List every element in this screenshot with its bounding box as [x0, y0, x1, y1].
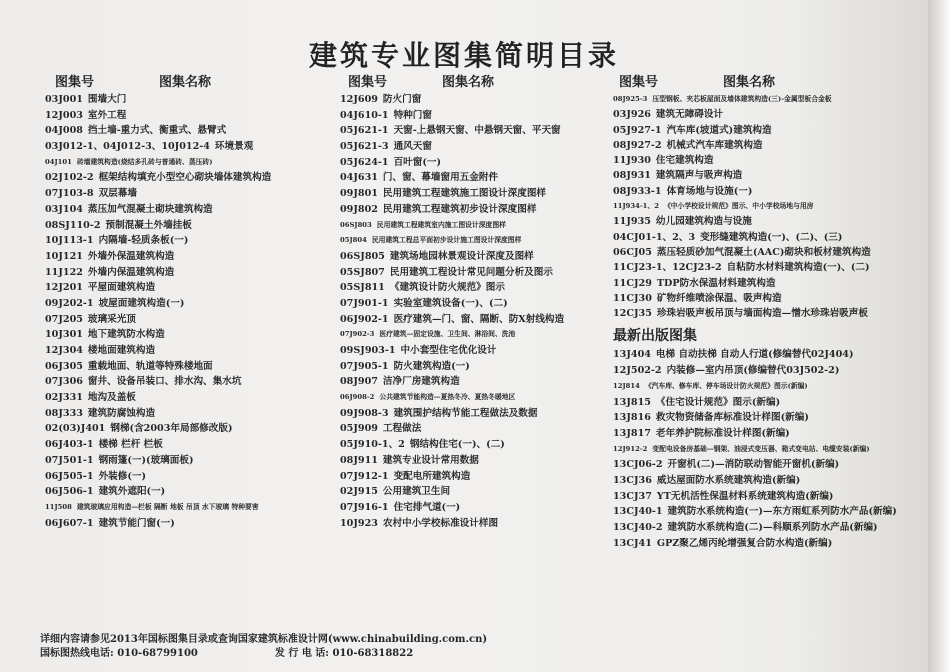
atlas-title: 《中小学校设计规范》图示、中小学校场地与用房	[663, 202, 814, 211]
atlas-code: 08J925-3	[613, 95, 648, 103]
atlas-title: 洁净厂房建筑构造	[382, 376, 460, 388]
atlas-entry	[340, 155, 625, 171]
atlas-title: 变配电设备房基础—钢架、油浸式变压器、箱式变电站、电缆安装(新编)	[652, 444, 870, 453]
atlas-code: 05J910-1、2	[340, 439, 405, 451]
column-2	[340, 74, 625, 531]
atlas-code: 09J908-3	[340, 407, 389, 419]
atlas-code: 02J331	[45, 392, 83, 404]
atlas-title: 坡屋面建筑构造(一)	[98, 297, 185, 309]
header-atlas-name: 图集名称	[723, 75, 776, 90]
atlas-entry	[45, 92, 335, 108]
atlas-code: 07J103-8	[45, 188, 94, 200]
atlas-code: 07J901-1	[340, 297, 389, 309]
atlas-code: 03J104	[45, 203, 83, 215]
atlas-title: 珍珠岩吸声板吊顶与墙面构造—憎水珍珠岩吸声板	[656, 308, 868, 320]
atlas-code: 12J912-2	[613, 444, 648, 453]
atlas-code: 11J508	[45, 502, 72, 511]
new-releases-list	[613, 347, 918, 551]
header-atlas-number: 图集号	[55, 75, 95, 90]
atlas-code: 10J301	[45, 329, 83, 341]
atlas-entry	[340, 437, 625, 453]
atlas-title: 窗井、设备吊装口、排水沟、集水坑	[87, 376, 242, 388]
atlas-title: 钢梯(含2003年局部修改版)	[110, 423, 233, 435]
atlas-entry	[340, 406, 625, 422]
atlas-entry	[45, 108, 335, 124]
atlas-entry	[340, 484, 625, 500]
atlas-title: 钢雨篷(一)(玻璃面板)	[98, 454, 194, 466]
header-atlas-number: 图集号	[619, 75, 659, 90]
atlas-title: 汽车库(坡道式)建筑构造	[666, 124, 772, 136]
hotline-label: 国标图热线电话:	[40, 648, 114, 659]
atlas-entry	[340, 469, 625, 485]
atlas-title: 挡土墙-重力式、衡重式、悬臂式	[87, 125, 227, 137]
atlas-code: 11J122	[45, 266, 83, 278]
atlas-title: 建筑防水系统构造(二)—科顺系列防水产品(新编)	[667, 522, 878, 534]
atlas-code: 05J804	[340, 236, 367, 245]
atlas-title: 民用建筑工程设计常见问题分析及图示	[389, 266, 553, 278]
atlas-title: 民用建筑工程建筑施工图设计深度图样	[382, 188, 547, 200]
atlas-title: 民用建筑工程建筑初步设计深度图样	[382, 203, 537, 215]
atlas-entry	[613, 363, 918, 379]
atlas-title: 建筑专业设计常用数据	[382, 454, 479, 466]
atlas-code: 07J205	[45, 313, 83, 325]
issue-label: 发 行 电 话:	[274, 648, 329, 659]
atlas-code: 09J202-1	[45, 297, 94, 309]
atlas-title: 压型钢板、夹芯板屋面及墙体建筑构造(三)-金属型板合金板	[652, 95, 832, 103]
atlas-entry	[613, 291, 918, 306]
atlas-entry	[340, 327, 625, 343]
atlas-title: 百叶窗(一)	[393, 156, 442, 168]
atlas-entry	[613, 276, 918, 291]
atlas-code: 11J935	[613, 216, 651, 228]
atlas-code: 07J905-1	[340, 360, 389, 372]
atlas-code: 12J304	[45, 345, 83, 356]
atlas-code: 13CJ40-2	[613, 522, 663, 534]
atlas-list	[45, 92, 335, 531]
atlas-entry	[613, 168, 918, 183]
atlas-title: 内装修—室内吊顶(修编替代03J502-2)	[666, 365, 840, 377]
atlas-code: 03J012-1、04J012-3、10J012-4	[45, 141, 210, 153]
atlas-title: 楼地面建筑构造	[87, 345, 156, 356]
atlas-entry	[613, 199, 918, 214]
atlas-code: 07J902-3	[340, 330, 375, 339]
atlas-code: 06J908-2	[340, 393, 375, 402]
atlas-code: 02J915	[340, 486, 378, 498]
atlas-code: 07J916-1	[340, 501, 389, 513]
atlas-title: 公用建筑卫生间	[382, 486, 451, 498]
atlas-entry	[45, 280, 335, 296]
atlas-title: 建筑无障碍设计	[655, 109, 724, 121]
atlas-entry	[45, 343, 335, 359]
atlas-code: 11J934-1、2	[613, 202, 659, 211]
atlas-code: 13CJ40-1	[613, 506, 663, 518]
atlas-title: 《建筑设计防火规范》图示	[389, 282, 505, 294]
atlas-entry	[613, 184, 918, 199]
atlas-entry	[613, 138, 918, 153]
atlas-entry	[45, 421, 335, 437]
atlas-code: 05J927-1	[613, 124, 662, 136]
atlas-title: 医疗建筑—固定设施、卫生间、淋浴间、洗池	[379, 330, 516, 339]
atlas-title: 地下建筑防水构造	[87, 329, 165, 341]
atlas-entry	[613, 230, 918, 245]
atlas-code: 08J333	[45, 407, 83, 419]
atlas-title: 建筑隔声与吸声构造	[655, 170, 743, 182]
issue-phone: 010-68318822	[332, 648, 414, 659]
atlas-title: 电梯 自动扶梯 自动人行道(修编替代02J404)	[655, 349, 854, 361]
header-atlas-name: 图集名称	[159, 75, 212, 90]
atlas-title: 蒸压轻质砂加气混凝土(AAC)砌块和板材建筑构造	[656, 246, 871, 258]
column-1	[45, 74, 335, 531]
atlas-entry	[45, 390, 335, 406]
atlas-code: 08SJ110-2	[45, 219, 101, 231]
atlas-title: 变形缝建筑构造(一)、(二)、(三)	[700, 231, 843, 243]
atlas-list	[613, 92, 918, 321]
atlas-entry	[340, 296, 625, 312]
atlas-entry	[45, 516, 335, 532]
atlas-code: 13CJ41	[613, 537, 652, 549]
atlas-code: 12J201	[45, 282, 83, 294]
atlas-list	[340, 92, 625, 531]
atlas-code: 07J912-1	[340, 470, 389, 482]
atlas-title: 建筑玻璃应用构造—栏板 隔断 地板 吊顶 水下玻璃 特种要害	[76, 502, 259, 511]
atlas-code: 13J817	[613, 427, 651, 439]
atlas-code: 12CJ35	[613, 308, 652, 320]
atlas-title: 民用建筑工程总平面初步设计施工图设计深度图样	[371, 236, 522, 245]
header-atlas-name: 图集名称	[442, 75, 495, 90]
atlas-entry	[613, 379, 918, 395]
atlas-code: 05SJ807	[340, 266, 385, 278]
atlas-entry	[340, 233, 625, 249]
header-atlas-number: 图集号	[348, 75, 388, 90]
atlas-title: 《住宅设计规范》图示(新编)	[655, 396, 781, 408]
atlas-title: 外墙内保温建筑构造	[87, 266, 175, 278]
atlas-entry	[340, 108, 625, 124]
atlas-entry	[613, 426, 918, 442]
atlas-entry	[613, 520, 918, 536]
atlas-title: 预制混凝土外墙挂板	[105, 219, 192, 231]
atlas-entry	[45, 170, 335, 186]
atlas-title: GPZ聚乙烯丙纶增强复合防水构造(新编)	[656, 537, 833, 549]
atlas-entry	[45, 437, 335, 453]
atlas-entry	[340, 186, 625, 202]
atlas-title: 矿物纤维喷涂保温、吸声构造	[656, 292, 782, 304]
atlas-code: 06SJ805	[340, 250, 385, 262]
atlas-title: 建筑防腐蚀构造	[87, 407, 156, 419]
atlas-entry	[340, 500, 625, 516]
atlas-title: 双层幕墙	[98, 188, 137, 200]
atlas-entry	[45, 359, 335, 375]
page-title: 建筑专业图集简明目录	[308, 39, 619, 72]
atlas-title: 老年养护院标准设计样图(新编)	[655, 427, 790, 439]
atlas-entry	[45, 374, 335, 390]
atlas-entry	[613, 442, 918, 458]
atlas-code: 06J505-1	[45, 470, 94, 482]
atlas-code: 13CJ06-2	[613, 459, 663, 471]
atlas-code: 11CJ30	[613, 292, 652, 304]
atlas-title: 防火建筑构造(一)	[393, 360, 470, 372]
atlas-title: 天窗-上悬钢天窗、中悬钢天窗、平天窗	[393, 125, 561, 137]
atlas-entry	[45, 312, 335, 328]
atlas-entry	[45, 265, 335, 281]
atlas-title: 《汽车库、修车库、停车场设计防火规范》图示(新编)	[644, 381, 808, 390]
atlas-title: 建筑场地园林景观设计深度及图样	[389, 250, 534, 262]
atlas-title: 平屋面建筑构造	[87, 282, 156, 294]
atlas-title: YT无机活性保温材料系统建筑构造(新编)	[656, 490, 834, 502]
atlas-entry	[45, 296, 335, 312]
atlas-code: 04J610-1	[340, 109, 389, 121]
atlas-code: 06CJ05	[613, 246, 652, 258]
atlas-title: 建筑外遮阳(一)	[98, 486, 166, 498]
atlas-code: 13J815	[613, 396, 651, 408]
atlas-title: TDP防水保温材料建筑构造	[656, 277, 776, 289]
atlas-title: 外墙外保温建筑构造	[87, 250, 175, 262]
atlas-code: 07J306	[45, 376, 83, 388]
footer-contacts	[40, 644, 413, 659]
atlas-code: 10J121	[45, 250, 83, 262]
atlas-title: 蒸压加气混凝土砌块建筑构造	[87, 203, 213, 215]
atlas-code: 04J631	[340, 172, 378, 184]
atlas-title: 开窗机(二)—消防联动智能开窗机(新编)	[667, 459, 840, 471]
atlas-title: 内隔墙-轻质条板(一)	[98, 235, 189, 247]
atlas-title: 工程做法	[382, 423, 422, 435]
atlas-entry	[45, 484, 335, 500]
atlas-entry	[340, 123, 625, 139]
atlas-entry	[613, 92, 918, 107]
atlas-code: 02J102-2	[45, 172, 94, 184]
atlas-code: 13J816	[613, 412, 651, 424]
atlas-code: 09SJ903-1	[340, 345, 396, 356]
column-header	[340, 74, 625, 92]
new-releases-heading: 最新出版图集	[613, 328, 697, 345]
atlas-entry	[340, 374, 625, 390]
atlas-entry	[340, 421, 625, 437]
atlas-title: 重载地面、轨道等特殊楼地面	[87, 360, 213, 372]
atlas-entry	[613, 153, 918, 168]
atlas-entry	[340, 343, 625, 359]
atlas-entry	[613, 504, 918, 520]
atlas-title: 特种门窗	[393, 109, 432, 121]
atlas-entry	[613, 245, 918, 260]
atlas-code: 11J930	[613, 155, 651, 167]
atlas-code: 02(03)J401	[45, 423, 106, 435]
atlas-code: 04CJ01-1、2、3	[613, 231, 696, 243]
atlas-entry	[45, 249, 335, 265]
atlas-code: 08J933-1	[613, 185, 662, 197]
atlas-title: 机械式汽车库建筑构造	[666, 139, 763, 151]
atlas-entry	[340, 92, 625, 108]
atlas-entry	[613, 214, 918, 229]
atlas-title: 医疗建筑—门、窗、隔断、防X射线构造	[393, 313, 565, 325]
page-edge-shadow	[928, 0, 950, 672]
atlas-entry	[45, 202, 335, 218]
atlas-title: 环境景观	[214, 141, 254, 153]
atlas-title: 民用建筑工程建筑室内施工图设计深度图样	[376, 220, 506, 229]
atlas-title: 中小套型住宅优化设计	[400, 345, 497, 356]
atlas-entry	[340, 280, 625, 296]
column-3	[613, 74, 918, 551]
atlas-entry	[613, 489, 918, 505]
atlas-code: 09J802	[340, 203, 378, 215]
atlas-entry	[45, 218, 335, 234]
atlas-entry	[45, 186, 335, 202]
atlas-code: 13CJ37	[613, 490, 652, 502]
atlas-title: 外装修(一)	[98, 470, 147, 482]
atlas-entry	[613, 410, 918, 426]
atlas-entry	[340, 139, 625, 155]
atlas-entry	[45, 123, 335, 139]
atlas-entry	[613, 457, 918, 473]
atlas-code: 11CJ23-1、12CJ23-2	[613, 262, 722, 274]
atlas-title: 住宅建筑构造	[655, 155, 714, 167]
atlas-entry	[45, 500, 335, 516]
atlas-code: 05J909	[340, 423, 378, 435]
atlas-entry	[340, 202, 625, 218]
atlas-code: 08J927-2	[613, 139, 662, 151]
atlas-entry	[340, 359, 625, 375]
atlas-code: 13CJ36	[613, 474, 652, 486]
atlas-entry	[45, 155, 335, 171]
atlas-title: 门、窗、幕墙窗用五金附件	[382, 172, 499, 184]
atlas-code: 04J101	[45, 157, 72, 166]
atlas-title: 通风天窗	[393, 141, 432, 153]
atlas-code: 05J621-3	[340, 141, 389, 153]
atlas-entry	[45, 453, 335, 469]
atlas-title: 实验室建筑设备(一)、(二)	[393, 297, 508, 309]
atlas-title: 住宅排气道(一)	[393, 501, 461, 513]
atlas-entry	[340, 265, 625, 281]
atlas-title: 钢结构住宅(一)、(二)	[409, 439, 505, 451]
atlas-title: 公共建筑节能构造—夏热冬冷、夏热冬暖地区	[379, 393, 516, 402]
atlas-code: 06J305	[45, 360, 83, 372]
atlas-code: 06SJ803	[340, 220, 372, 229]
atlas-code: 06J607-1	[45, 517, 94, 529]
footer-note: 详细内容请参见2013年国标图集目录或查询国家建筑标准设计网(www.chinabuilding.com.cn)	[40, 634, 488, 645]
atlas-entry	[45, 469, 335, 485]
atlas-entry	[340, 516, 625, 532]
atlas-entry	[340, 249, 625, 265]
atlas-code: 07J501-1	[45, 454, 94, 466]
atlas-entry	[45, 406, 335, 422]
atlas-code: 06J902-1	[340, 313, 389, 325]
atlas-entry	[45, 327, 335, 343]
atlas-entry	[613, 123, 918, 138]
atlas-entry	[45, 139, 335, 155]
atlas-title: 砖墙建筑构造(烧结多孔砖与普通砖、蒸压砖)	[76, 157, 213, 166]
atlas-code: 12J502-2	[613, 365, 662, 377]
atlas-title: 地沟及盖板	[87, 392, 136, 404]
atlas-code: 03J001	[45, 94, 83, 105]
atlas-code: 13J404	[613, 349, 651, 361]
atlas-code: 05J621-1	[340, 125, 389, 137]
atlas-code: 08J907	[340, 376, 378, 388]
atlas-title: 幼儿园建筑构造与设施	[655, 216, 752, 228]
atlas-entry	[613, 260, 918, 275]
atlas-code: 04J008	[45, 125, 83, 137]
atlas-code: 12J609	[340, 94, 378, 105]
atlas-title: 室外工程	[87, 109, 127, 121]
atlas-code: 05SJ811	[340, 282, 385, 294]
atlas-title: 围墙大门	[87, 94, 127, 105]
atlas-entry	[613, 536, 918, 552]
atlas-entry	[340, 312, 625, 328]
atlas-entry	[613, 306, 918, 321]
atlas-title: 建筑围护结构节能工程做法及数据	[393, 407, 538, 419]
atlas-entry	[613, 107, 918, 122]
atlas-entry	[340, 218, 625, 234]
atlas-code: 08J931	[613, 170, 651, 182]
atlas-code: 11CJ29	[613, 277, 652, 289]
atlas-code: 12J003	[45, 109, 83, 121]
atlas-entry	[613, 395, 918, 411]
atlas-code: 08J911	[340, 454, 378, 466]
atlas-title: 自粘防水材料建筑构造(一)、(二)	[726, 262, 870, 274]
atlas-entry	[340, 390, 625, 406]
atlas-title: 框架结构填充小型空心砌块墙体建筑构造	[98, 172, 272, 184]
atlas-code: 09J801	[340, 188, 378, 200]
atlas-code: 03J926	[613, 109, 651, 121]
atlas-entry	[613, 347, 918, 363]
atlas-entry	[45, 233, 335, 249]
atlas-title: 农村中小学校标准设计样图	[382, 517, 499, 529]
atlas-code: 06J506-1	[45, 486, 94, 498]
atlas-title: 体育场地与设施(一)	[666, 185, 753, 197]
atlas-title: 玻璃采光顶	[87, 313, 136, 325]
atlas-title: 威达屋面防水系统建筑构造(新编)	[656, 474, 801, 486]
hotline-number: 010-68799100	[117, 648, 198, 659]
atlas-code: 10J113-1	[45, 235, 94, 247]
atlas-code: 10J923	[340, 517, 378, 529]
atlas-code: 06J403-1	[45, 439, 94, 451]
column-header	[45, 74, 335, 92]
column-header	[613, 74, 918, 92]
atlas-code: 05J624-1	[340, 156, 389, 168]
atlas-title: 建筑防水系统构造(一)—东方雨虹系列防水产品(新编)	[667, 506, 897, 518]
atlas-title: 建筑节能门窗(一)	[98, 517, 175, 529]
atlas-entry	[340, 170, 625, 186]
atlas-entry	[340, 453, 625, 469]
atlas-title: 防火门窗	[382, 94, 422, 105]
atlas-title: 救灾物资储备库标准设计样图(新编)	[655, 412, 809, 424]
atlas-title: 楼梯 栏杆 栏板	[98, 439, 163, 451]
atlas-title: 变配电所建筑构造	[393, 470, 471, 482]
atlas-entry	[613, 473, 918, 489]
atlas-code: 12J814	[613, 381, 640, 390]
